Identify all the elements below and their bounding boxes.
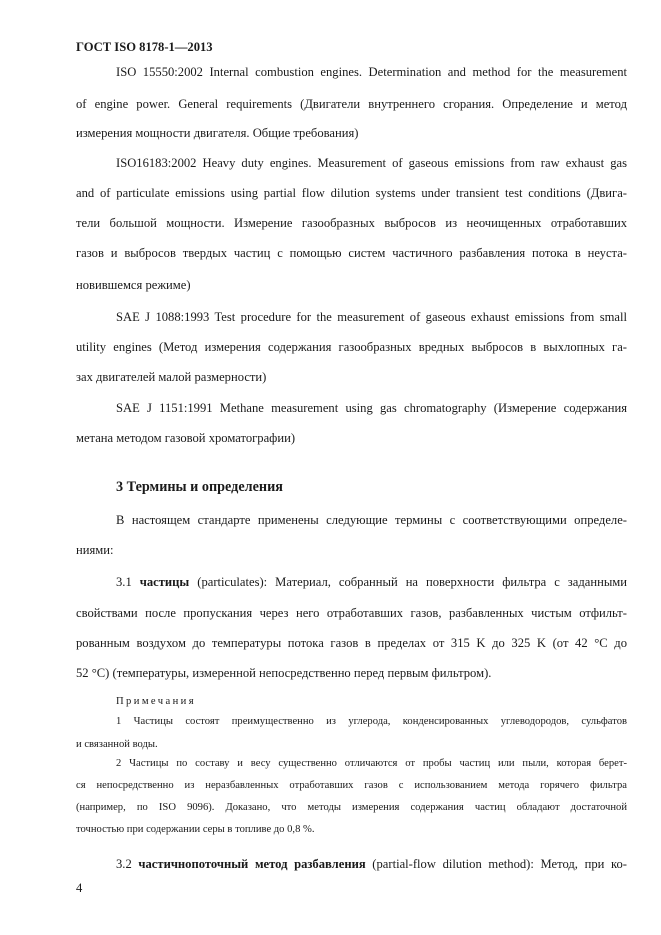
note-2-line-4: точностью при содержании серы в топливе до 0,8 %. (76, 824, 315, 835)
term-name: частицы (139, 575, 190, 589)
term-name: частичнопоточный метод разбавления (138, 857, 366, 871)
section-heading: 3 Термины и определения (116, 479, 283, 495)
ref-iso15550-line-1: ISO 15550:2002 Internal combustion engines. Determination and method for the measurement (116, 65, 627, 79)
term-number: 3.1 (116, 575, 132, 589)
ref-saej1088-line-3: зах двигателей малой размерности) (76, 370, 267, 384)
ref-iso15550-line-2: of engine power. General requirements (Двигатели внутреннего сгорания. Определение и метод (76, 97, 627, 111)
ref-iso16183-line-4: газов и выбросов твердых частиц с помощью систем частичного разбавления потока в неуста- (76, 246, 627, 260)
term-definition-start: (partial-flow dilution method): Метод, при ко- (372, 857, 627, 871)
note-2-line-2: ся непосредственно из неразбавленных отработавших газов с использованием метода горячего фильтра (76, 780, 627, 791)
term-3-1-line-2: свойствами после пропускания через него отработавших газов, разбавленных чистым отфильт- (76, 606, 627, 620)
document-code-header: ГОСТ ISO 8178-1—2013 (76, 40, 213, 54)
ref-iso15550-line-3: измерения мощности двигателя. Общие требования) (76, 126, 359, 140)
term-3-1-line-4: 52 °C) (температуры, измеренной непосредственно перед первым фильтром). (76, 666, 492, 680)
note-1-line-1: 1 Частицы состоят преимущественно из углерода, конденсированных углеводородов, сульфатов (116, 716, 627, 727)
ref-iso16183-line-2: and of particulate emissions using partial flow dilution systems under transient test conditions (Двига- (76, 186, 627, 200)
term-3-1-line-3: рованным воздухом до температуры потока газов в пределах от 315 K до 325 K (от 42 °C до (76, 636, 627, 650)
section-intro-line-2: ниями: (76, 543, 114, 557)
term-3-1-line-1 (116, 574, 627, 590)
notes-label: Примечания (116, 696, 196, 707)
ref-iso16183-line-3: тели большой мощности. Измерение газообразных выбросов из неочищенных отработавших (76, 216, 627, 230)
note-2-line-3: (например, по ISO 9096). Доказано, что методы измерения содержания частиц обладают достаточной (76, 802, 627, 813)
section-intro-line-1: В настоящем стандарте применены следующие термины с соответствующими определе- (116, 513, 627, 527)
note-2-line-1: 2 Частицы по составу и весу существенно отличаются от пробы частиц или пыли, которая берет- (116, 758, 627, 769)
page-number: 4 (76, 881, 83, 895)
term-3-2-line-1 (116, 856, 627, 872)
ref-saej1151-line-2: метана методом газовой хроматографии) (76, 431, 296, 445)
ref-saej1151-line-1: SAE J 1151:1991 Methane measurement using gas chromatography (Измерение содержания (116, 401, 627, 415)
ref-saej1088-line-2: utility engines (Метод измерения содержания газообразных вредных выбросов в выхлопных га- (76, 340, 627, 354)
ref-iso16183-line-5: новившемся режиме) (76, 278, 191, 292)
term-definition-start: (particulates): Материал, собранный на поверхности фильтра с заданными (197, 575, 627, 589)
ref-iso16183-line-1: ISO16183:2002 Heavy duty engines. Measurement of gaseous emissions from raw exhaust gas (116, 156, 627, 170)
note-1-line-2: и связанной воды. (76, 739, 158, 750)
ref-saej1088-line-1: SAE J 1088:1993 Test procedure for the measurement of gaseous exhaust emissions from small (116, 310, 627, 324)
term-number: 3.2 (116, 857, 132, 871)
